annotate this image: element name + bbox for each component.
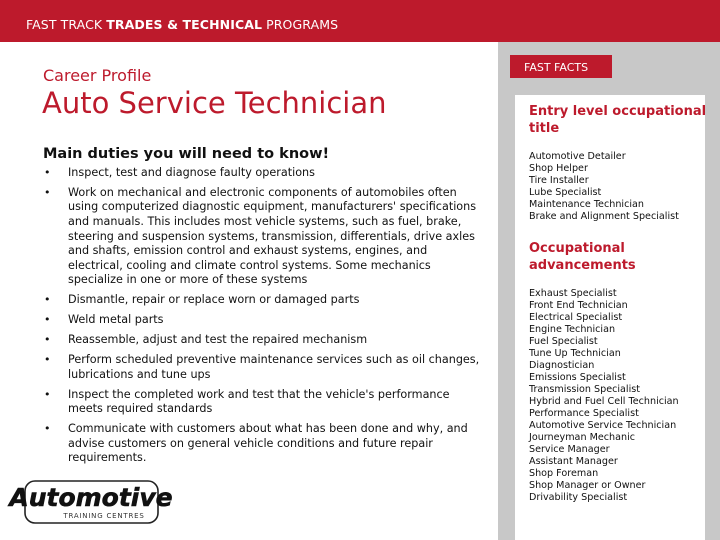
duty-text: Weld metal parts — [68, 313, 164, 327]
sidebar-content — [529, 103, 709, 504]
logo-word: Automotive — [9, 483, 173, 512]
page-title: Auto Service Technician — [42, 86, 387, 120]
duty-item — [44, 293, 484, 308]
entry-title-item: Automotive Detailer — [529, 151, 626, 162]
duty-text: Dismantle, repair or replace worn or damaged parts — [68, 293, 360, 307]
bullet-icon: • — [44, 293, 51, 307]
duty-item — [44, 333, 484, 348]
bullet-icon: • — [44, 353, 51, 367]
duty-item — [44, 353, 484, 382]
advancement-item: Performance Specialist — [529, 408, 639, 419]
duty-text: Perform scheduled preventive maintenance services such as oil changes, lubrications and tune ups — [68, 353, 480, 381]
automotive-logo — [9, 480, 173, 524]
bullet-icon: • — [44, 166, 51, 179]
advancement-item: Emissions Specialist — [529, 372, 626, 383]
advancement-item: Transmission Specialist — [529, 384, 641, 395]
bullet-icon: • — [44, 333, 51, 347]
advancement-item: Service Manager — [529, 444, 610, 455]
fast-facts-badge: FAST FACTS — [510, 55, 612, 78]
duties-list — [44, 166, 484, 471]
advancement-item: Fuel Specialist — [529, 336, 598, 347]
duty-text: Communicate with customers about what has been done and why, and advise customers on general vehicle conditions and future repair requirements. — [68, 421, 468, 465]
logo-tagline: TRAINING CENTRES — [63, 512, 145, 520]
advancement-item: Exhaust Specialist — [529, 288, 617, 299]
advancement-item: Diagnostician — [529, 360, 595, 371]
advancement-item: Front End Technician — [529, 300, 628, 311]
program-title — [26, 17, 338, 32]
duty-item — [44, 186, 484, 288]
duty-item — [44, 388, 484, 417]
duty-text: Work on mechanical and electronic components of automobiles often using computerized diagnostic equipment, manufacturers' specifications and manuals. This includes most vehicle systems, such as fuel, brake, steering and suspension systems, transmission, differentials, drive axles and shafts, emission control and exhaust systems, engines, and electrical, cooling and climate control systems. Some mechanics specialize in one or more of these systems — [68, 185, 477, 287]
program-title-prefix: FAST TRACK — [26, 17, 107, 32]
header-bar — [0, 0, 720, 42]
duty-item — [44, 313, 484, 328]
entry-title-item: Brake and Alignment Specialist — [529, 211, 679, 222]
advancement-item: Shop Foreman — [529, 468, 599, 479]
entry-title-item: Tire Installer — [529, 175, 589, 186]
entry-title-item: Lube Specialist — [529, 187, 602, 198]
advancement-item: Hybrid and Fuel Cell Technician — [529, 396, 679, 407]
duty-text: Inspect, test and diagnose faulty operations — [68, 166, 315, 179]
entry-title-item: Shop Helper — [529, 163, 588, 174]
duty-item — [44, 422, 484, 466]
duties-heading: Main duties you will need to know! — [43, 146, 330, 162]
duty-item — [44, 166, 484, 181]
advancement-item: Tune Up Technician — [529, 348, 621, 359]
duty-text: Reassemble, adjust and test the repaired mechanism — [68, 333, 368, 347]
advancement-item: Electrical Specialist — [529, 312, 623, 323]
advancement-item: Engine Technician — [529, 324, 616, 335]
duty-text: Inspect the completed work and test that the vehicle's performance meets required standards — [68, 387, 450, 416]
entry-title-item: Maintenance Technician — [529, 199, 644, 210]
bullet-icon: • — [44, 185, 51, 199]
advancements-heading: Occupational advancements — [529, 241, 636, 273]
bullet-icon: • — [44, 313, 51, 327]
program-title-suffix: PROGRAMS — [262, 17, 339, 32]
advancement-item: Shop Manager or Owner — [529, 480, 646, 491]
entry-level-list — [529, 151, 709, 223]
entry-level-heading: Entry level occupational title — [529, 104, 707, 136]
program-title-bold: TRADES & TECHNICAL — [106, 17, 263, 32]
advancement-item: Drivability Specialist — [529, 492, 628, 503]
career-profile-label: Career Profile — [43, 66, 152, 85]
bullet-icon: • — [44, 387, 51, 401]
bullet-icon: • — [44, 421, 51, 435]
advancement-item: Journeyman Mechanic — [529, 432, 636, 443]
advancement-item: Automotive Service Technician — [529, 420, 677, 431]
advancements-list — [529, 288, 709, 504]
advancement-item: Assistant Manager — [529, 456, 618, 467]
